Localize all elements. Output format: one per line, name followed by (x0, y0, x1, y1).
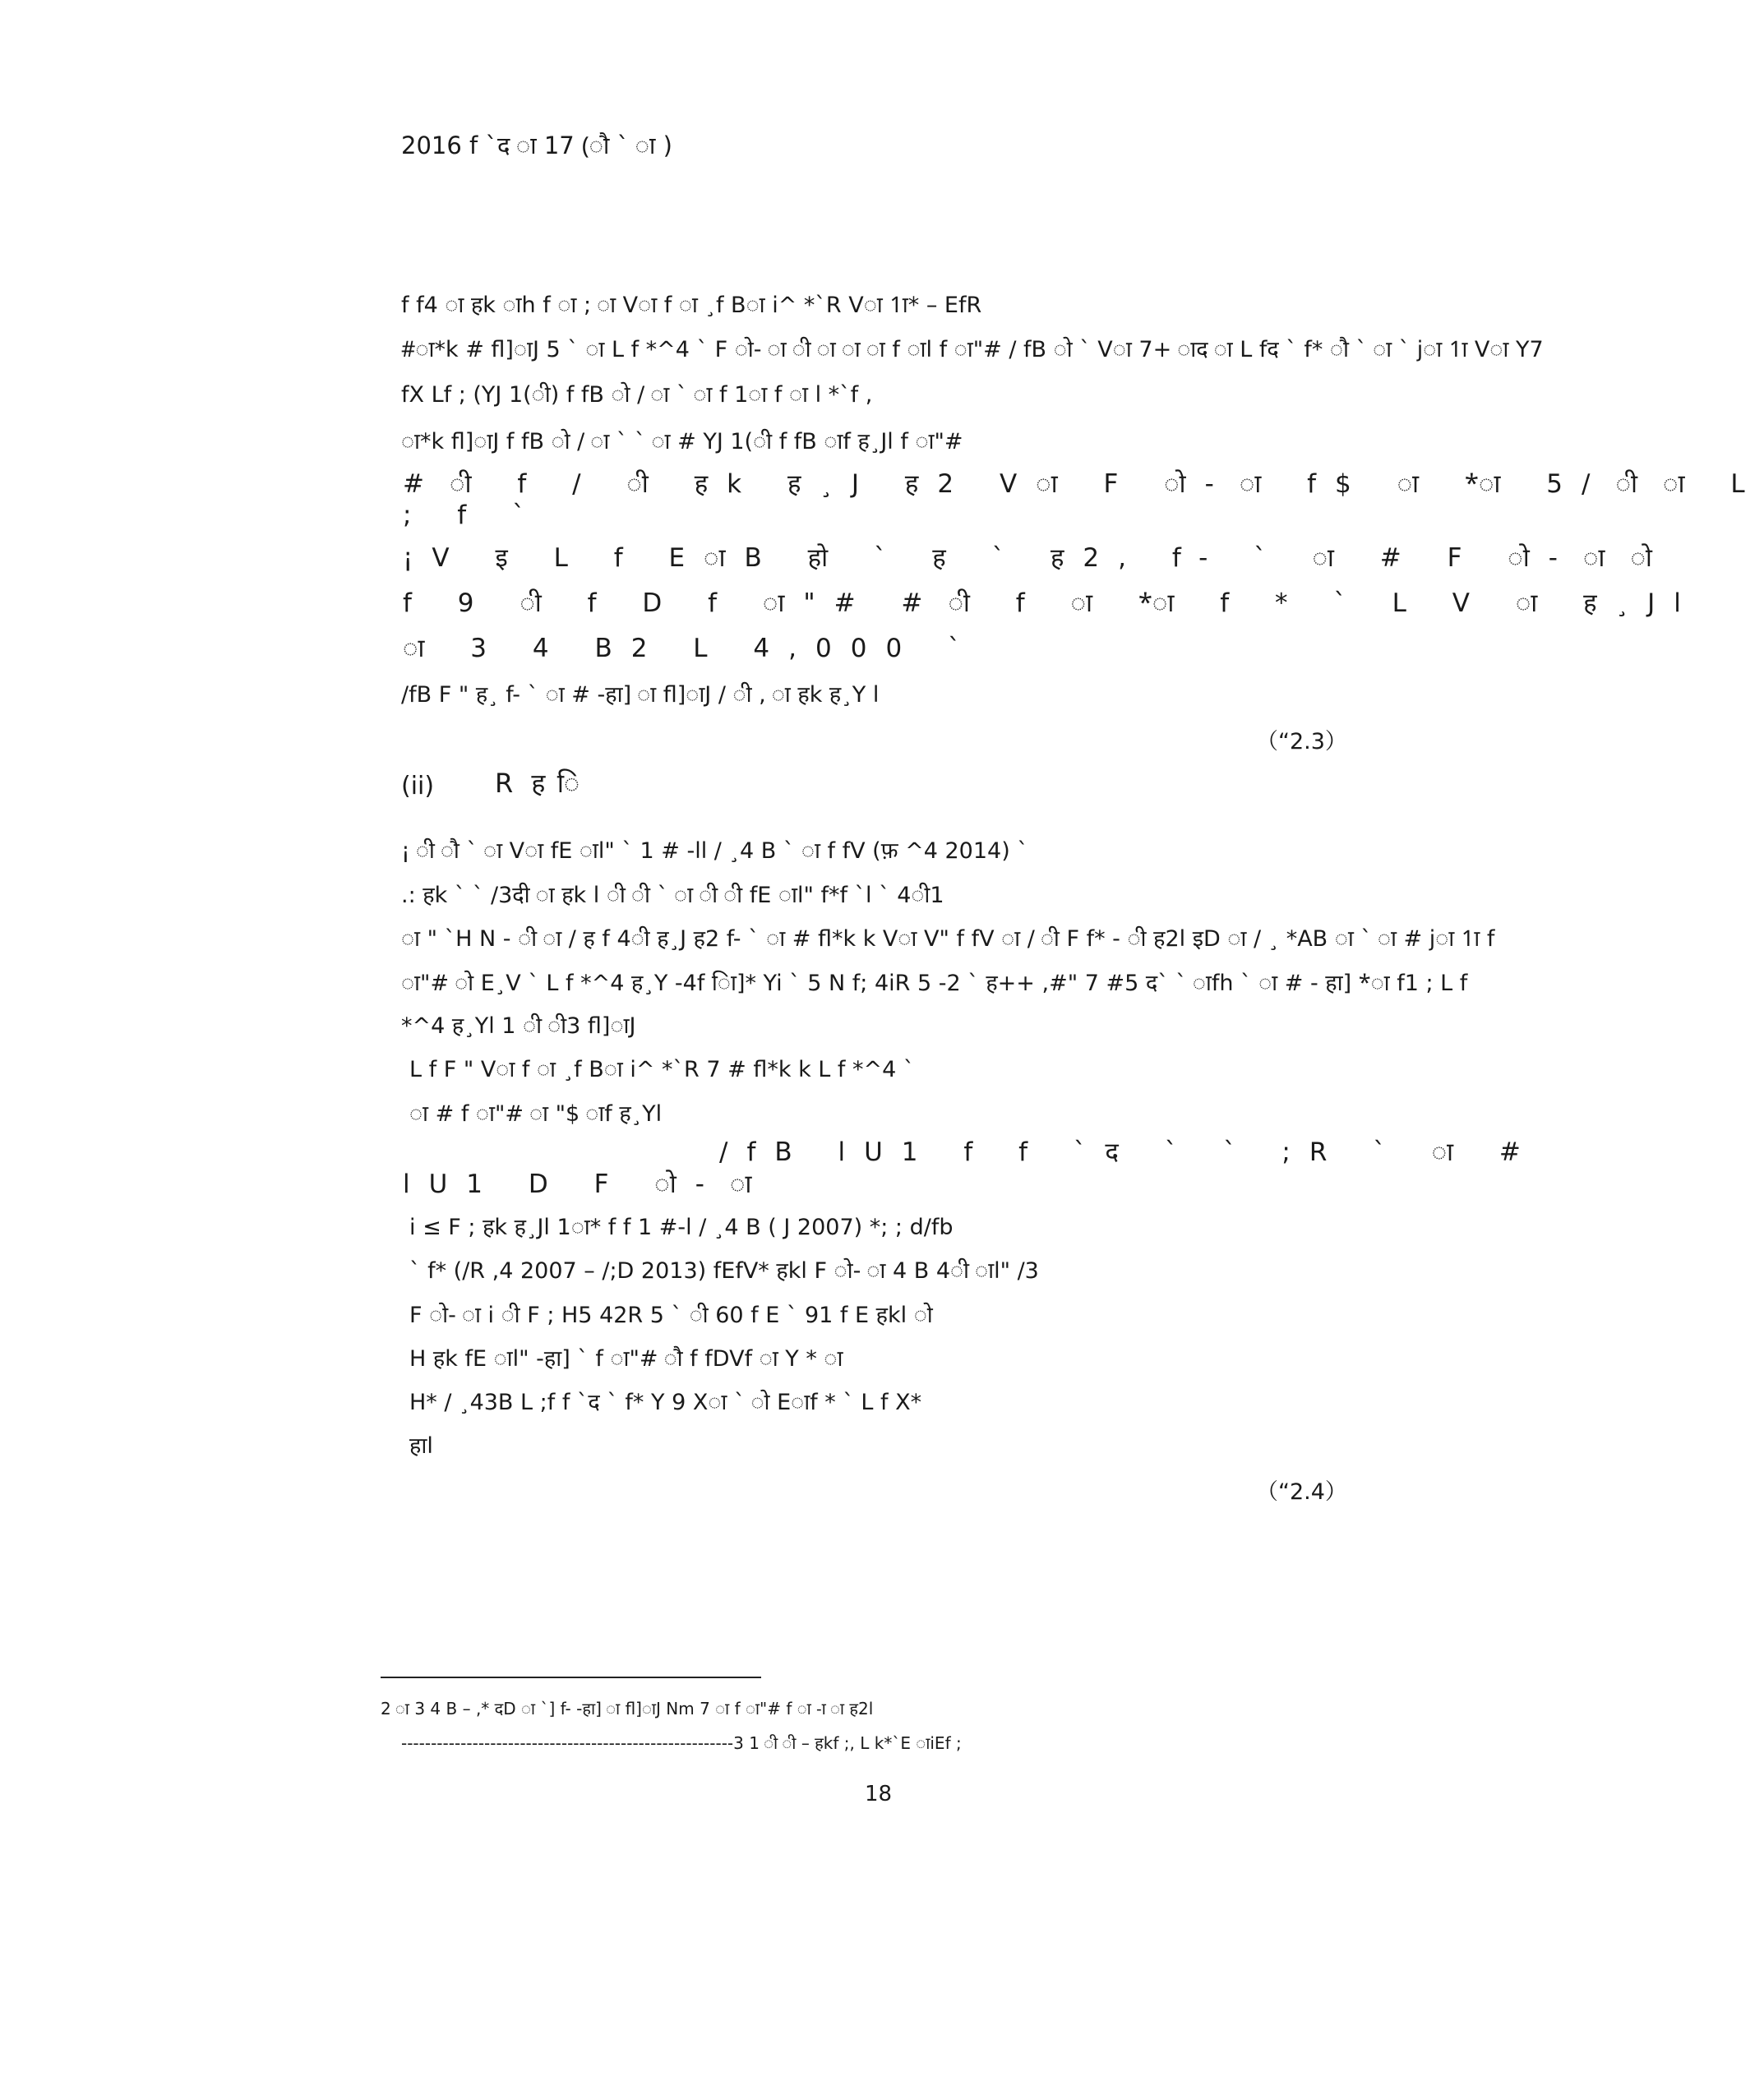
body-line: ा # f ा"# ा "$ ाf ह¸Yl (409, 1101, 663, 1127)
body-line: *^4 ह¸Yl 1 ी ी3 fl]ाJ (401, 1013, 636, 1039)
page-number: 18 (865, 1782, 893, 1806)
body-line-spaced: /fB lU1 f f `द ` ` ;R ` ा # (719, 1137, 1540, 1167)
body-line: .: हk ` ` /3दी ा हk l ी ी ` ा ी ी fE ाl" f*f `l ` 4ी1 (401, 883, 944, 908)
body-line: हाl (409, 1433, 433, 1459)
body-line-spaced: # ी f / ी हk ह¸J ह2 Vा F ो- ा f$ ा *ा 5/ ी ा L (403, 469, 1764, 499)
body-line: H हk fE ाl" -हा] ` f ा"# ौ f fDVf ा Y * ा (409, 1346, 843, 1372)
body-line: H* / ¸43B L ;f f `द ` f* Y 9 Xा ` ो Eाf * ` L f X* (409, 1390, 922, 1415)
body-line-spaced: lU1 D F ो- ा (403, 1169, 771, 1199)
body-line-spaced: ¡V इ L f EाB हो ` ह ` ह2, f- ` ा # F ो- ा ो (403, 543, 1671, 573)
body-line: ` f* (/R ,4 2007 – /;D 2013) fEfV* हkl F ो- ा 4 B 4ी ाl" /3 (409, 1258, 1039, 1284)
body-line: #ा*k # fl]ाJ 5 ` ा L f *^4 ` F ो- ा ी ा ा ा f ाl f ा"# / fB ो ` Vा 7+ ाद ा L fद ` f* ौ ` ा ` jा 1ा Vा Y7 (401, 337, 1544, 362)
equation-label-2-4: （“2.4） (1256, 1479, 1347, 1505)
body-line: ा " `H N - ी ा / ह f 4ी ह¸J ह2 f- ` ा # fl*k k Vा V" f fV ा / ी F f* - ी ह2l इD ा / ¸ *AB ा ` ा # jा 1ा f (401, 926, 1495, 952)
section-number: (ii) (401, 772, 435, 800)
body-line-spaced: ा 3 4 B2 L 4,000 ` (403, 634, 980, 663)
equation-label-2-3: （“2.3） (1256, 729, 1347, 754)
body-line: fX Lf ; (YJ 1(ी) f fB ो / ा ` ा f 1ा f ा l *`f , (401, 382, 873, 408)
page-header: 2016 f `द ा 17 (ौ ` ा ) (401, 131, 672, 159)
body-line: i ≤ F ; हk ह¸Jl 1ा* f f 1 #-l / ¸4 B ( J 2007) *; ; d/fb (409, 1215, 954, 1240)
body-line: ा*k fl]ाJ f fB ो / ा ` ` ा # YJ 1(ी f fB ाf ह¸Jl f ा"# (401, 429, 963, 454)
body-line: ¡ ी ौ ` ा Vा fE ाl" ` 1 # -ll / ¸4 B ` ा f fV (फ़ ^4 2014) ` (401, 838, 1028, 864)
footnote: 2 ा 3 4 B – ,* दD ा `] f- -हा] ा fl]ाJ Nm 7 ा f ा"# f ा -ा ा ह2l (381, 1699, 874, 1718)
body-line: F ो- ा i ी F ; H5 42R 5 ` ी 60 f E ` 91 f E हkl ो (409, 1303, 933, 1328)
body-line-spaced: ; f ` (403, 501, 544, 530)
body-line: /fB F " ह¸ f- ` ा # -हा] ा fl]ाJ / ी , ा हk ह¸Y l (401, 682, 880, 708)
footnote-rule (381, 1677, 761, 1678)
body-line: ा"# ो E¸V ` L f *^4 ह¸Y -4f ाि]* Yi ` 5 N f; 4iR 5 -2 ` ह++ ,#" 7 #5 द` ` ाfh ` ा # - हा] *ा f1 ; L f (401, 971, 1468, 996)
body-line: f f4 ा हk ाh f ा ; ा Vा f ा ¸f Bा i^ *`R Vा 1ा* – EfR (401, 293, 982, 318)
body-line-spaced: f 9 ी f D f ा"# # ी f ा *ा f * ` L V ा ह¸Jl (403, 588, 1700, 618)
footnote: --------------------------------------------------------3 1 ी ी – हkf ;, L k*`E ाiEf ; (401, 1733, 962, 1753)
section-title: R ह ि (495, 768, 585, 799)
body-line: L f F " Vा f ा ¸f Bा i^ *`R 7 # fl*k k L f *^4 ` (409, 1057, 915, 1082)
